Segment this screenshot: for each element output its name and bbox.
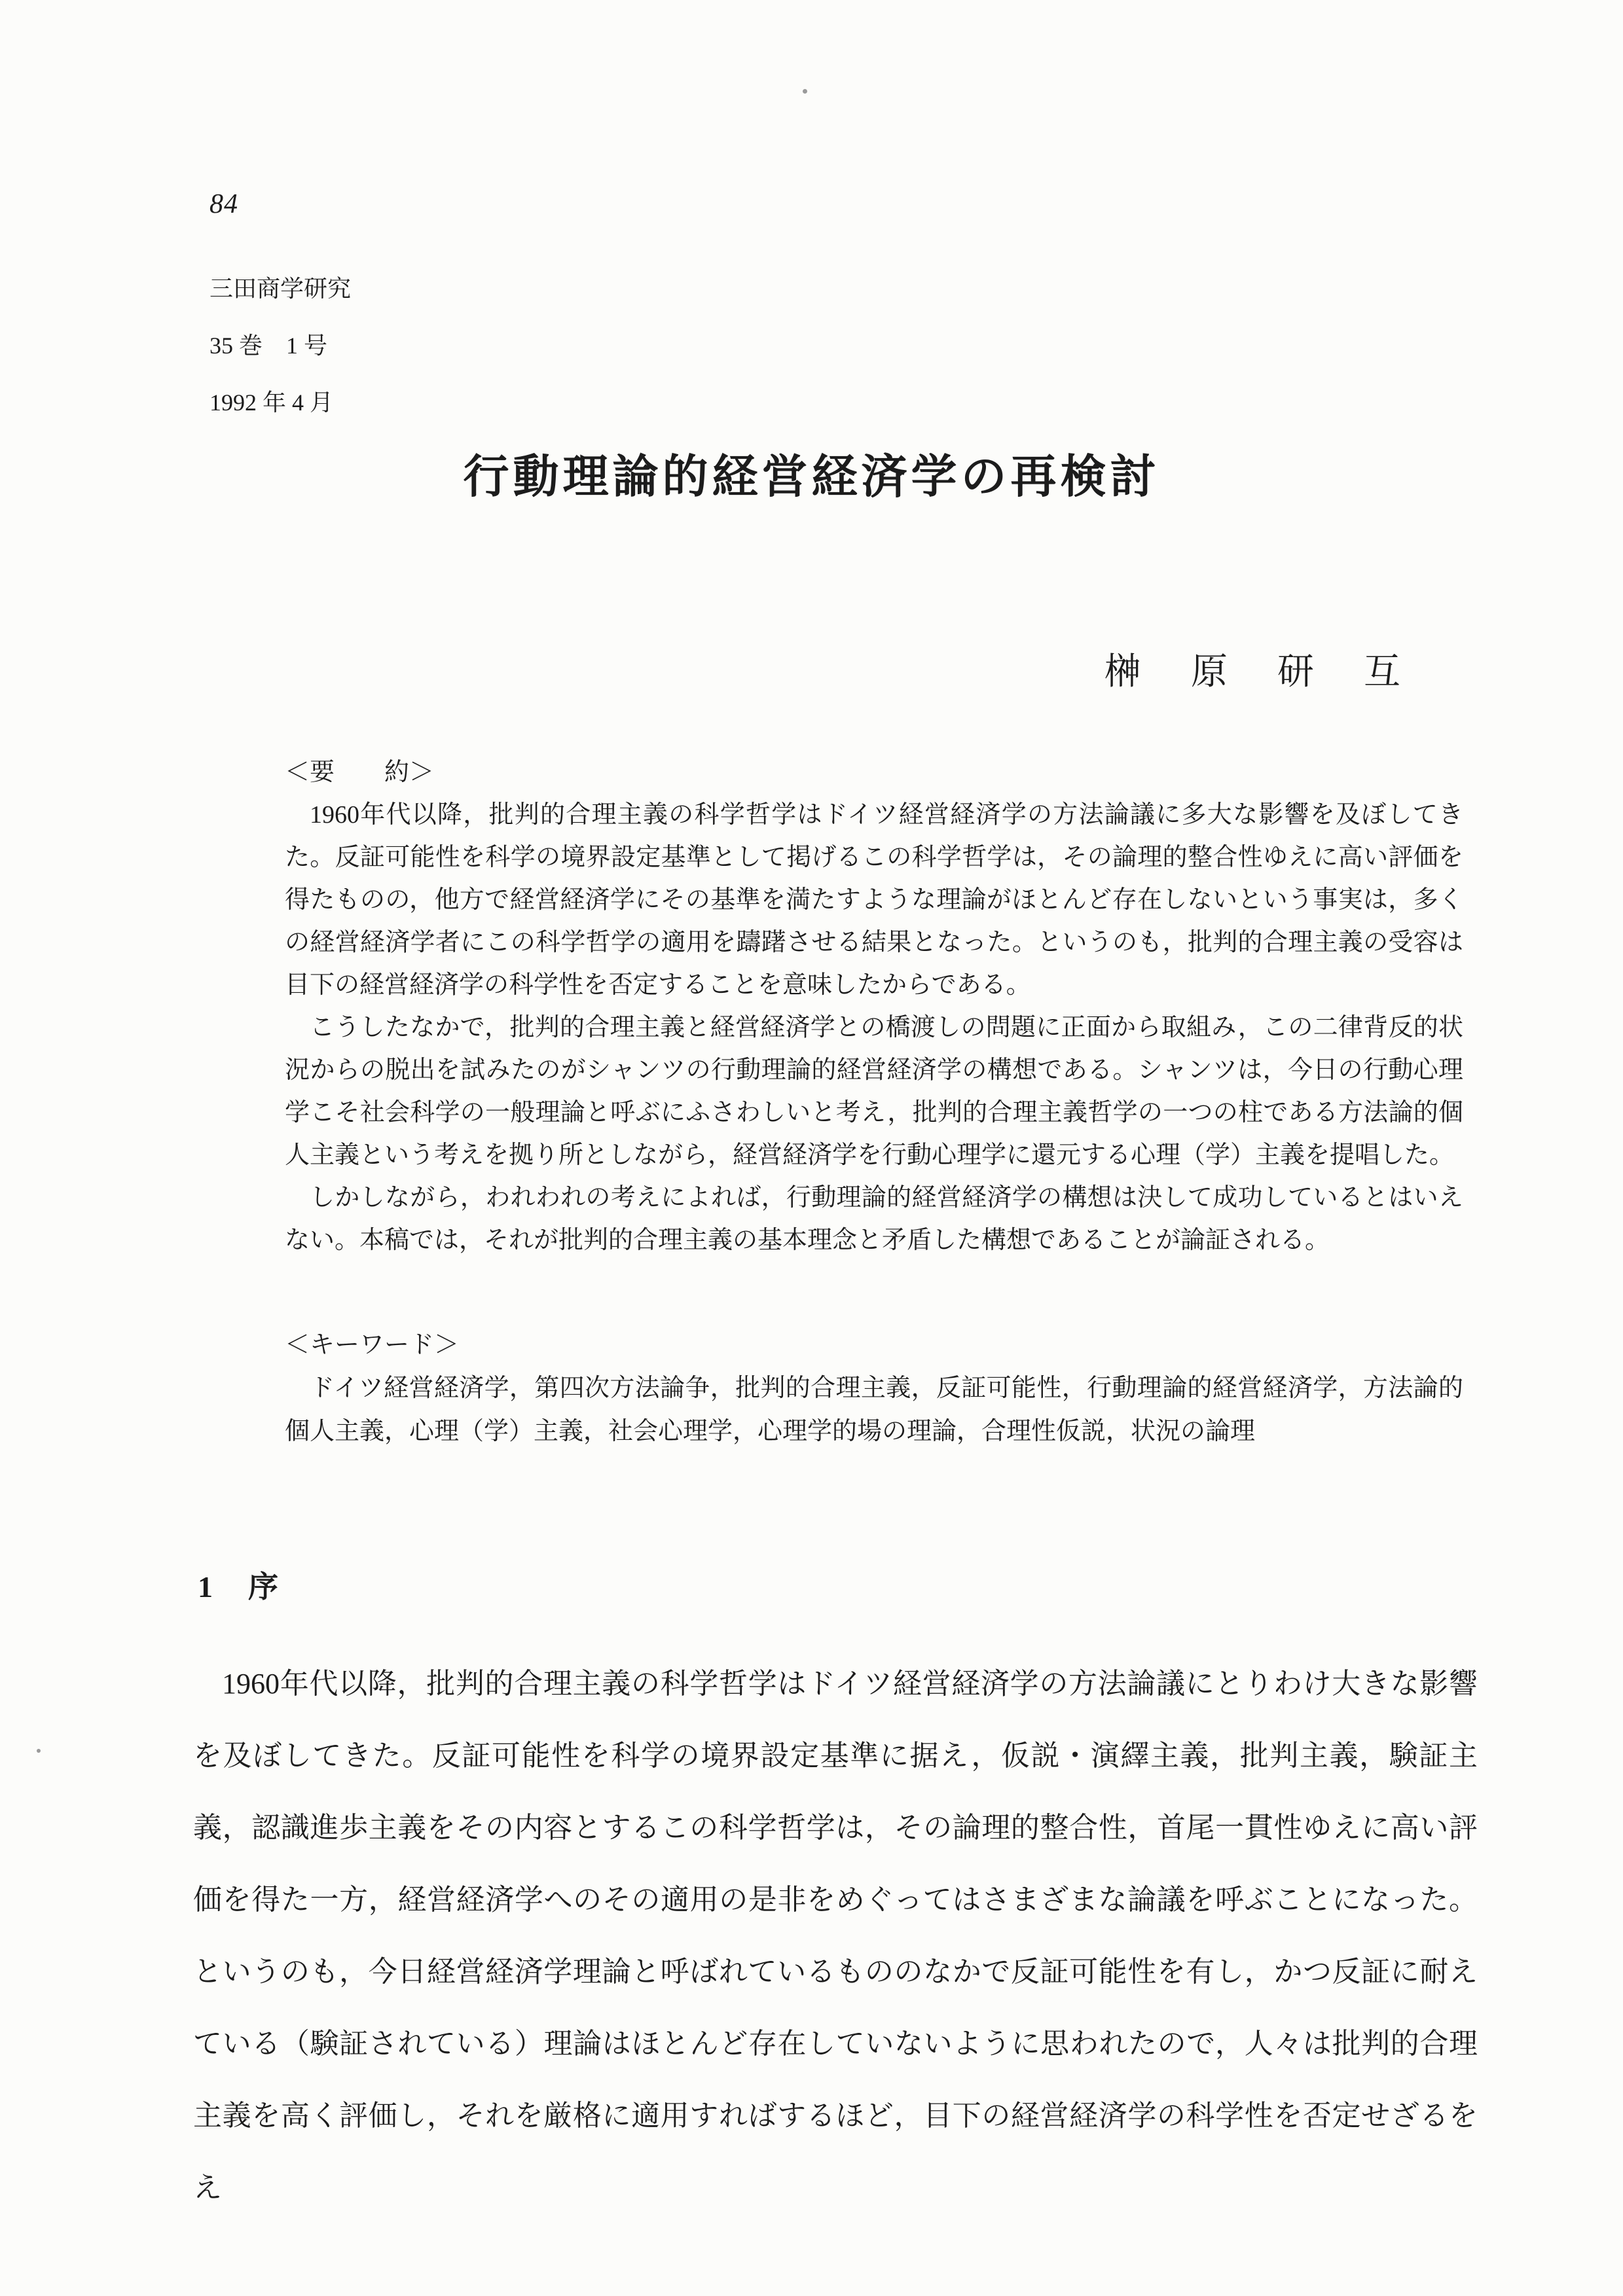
- page-number: 84: [210, 189, 238, 219]
- abstract-paragraph: 1960年代以降，批判的合理主義の科学哲学はドイツ経営経済学の方法論議に多大な影響を及ぼしてきた。反証可能性を科学の境界設定基準として掲げるこの科学哲学は，その論理的整合性ゆえに高い評価を得たものの，他方で経営経済学にその基準を満たすような理論がほとんど存在しないという事実は，多くの経営経済学者にこの科学哲学の適用を躊躇させる結果となった。というのも，批判的合理主義の受容は目下の経営経済学の科学性を否定することを意味したからである。: [285, 801, 1463, 999]
- journal-date: 1992 年 4 月: [210, 389, 334, 416]
- keywords-label: ＜キーワード＞: [285, 1331, 460, 1359]
- abstract-paragraph: こうしたなかで，批判的合理主義と経営経済学との橋渡しの問題に正面から取組み，この二律背反的状況からの脱出を試みたのがシャンツの行動理論的経営経済学の構想である。シャンツは，今日の行動心理学こそ社会科学の一般理論と呼ぶにふさわしいと考え，批判的合理主義哲学の一つの柱である方法論的個人主義という考えを拠り所としながら，経営経済学を行動心理学に還元する心理（学）主義を提唱した。: [285, 1014, 1463, 1169]
- abstract-paragraph: しかしながら，われわれの考えによれば，行動理論的経営経済学の構想は決して成功しているとはいえない。本稿では，それが批判的合理主義の基本理念と矛盾した構想であることが論証される。: [285, 1184, 1463, 1254]
- abstract-label: ＜要 約＞: [285, 759, 435, 786]
- journal-volume: 35 巻 1 号: [210, 332, 328, 359]
- scan-artifact-dot: [803, 89, 807, 94]
- page-header: [210, 188, 351, 431]
- section-heading: 1 序: [198, 1570, 281, 1604]
- scan-artifact-dot: [37, 1749, 41, 1753]
- author-name: 榊 原 研 互: [1104, 652, 1407, 692]
- keywords-text: ドイツ経営経済学，第四次方法論争，批判的合理主義，反証可能性，行動理論的経営経済学，方法論的個人主義，心理（学）主義，社会心理学，心理学的場の理論，合理性仮説，状況の論理: [285, 1374, 1463, 1445]
- keywords-section: [285, 1323, 1463, 1453]
- body-paragraph: 1960年代以降，批判的合理主義の科学哲学はドイツ経営経済学の方法論議にとりわけ大きな影響を及ぼしてきた。反証可能性を科学の境界設定基準に据え，仮説・演繹主義，批判主義，験証主義，認識進歩主義をその内容とするこの科学哲学は，その論理的整合性，首尾一貫性ゆえに高い評価を得た一方，経営経済学へのその適用の是非をめぐってはさまざまな論議を呼ぶことになった。というのも，今日経営経済学理論と呼ばれているもののなかで反証可能性を有し，かつ反証に耐えている（験証されている）理論はほとんど存在していないように思われたので，人々は批判的合理主義を高く評価し，それを厳格に適用すればするほど，目下の経営経済学の科学性を否定せざるをえ: [193, 1668, 1478, 2204]
- journal-name: 三田商学研究: [210, 276, 352, 302]
- paper-title: 行動理論的経営経済学の再検討: [463, 452, 1160, 503]
- abstract-section: [285, 751, 1463, 1262]
